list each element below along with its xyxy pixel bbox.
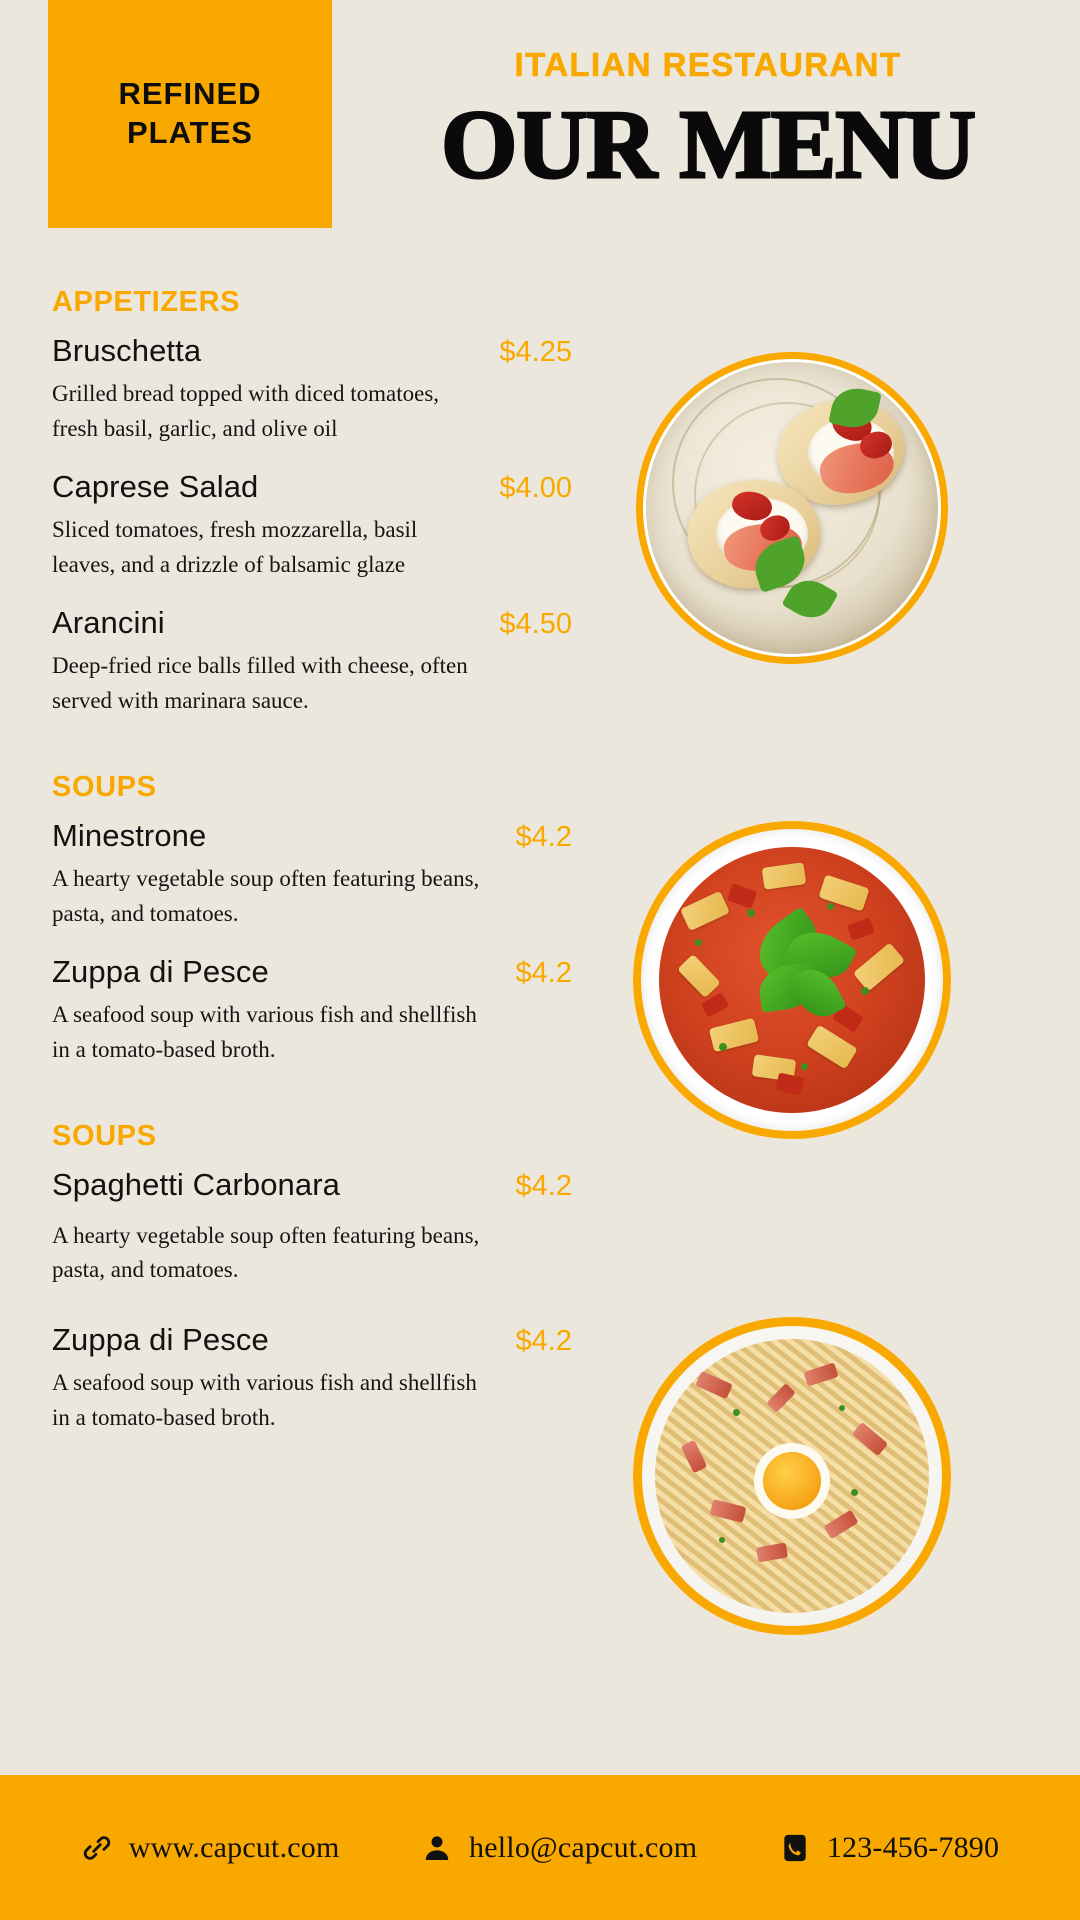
menu-item <box>52 1322 572 1436</box>
footer-phone-text: 123-456-7890 <box>826 1830 1000 1864</box>
menu-item-price: $4.00 <box>499 471 572 504</box>
header <box>398 46 1018 197</box>
menu-item-head <box>52 1322 572 1358</box>
footer <box>0 1775 1080 1920</box>
menu-item-head <box>52 469 572 505</box>
footer-email-text: hello@capcut.com <box>469 1830 698 1864</box>
menu-item-name: Arancini <box>52 604 165 640</box>
phone-icon <box>779 1832 811 1864</box>
menu-item-description: A seafood soup with various fish and shellfish in a tomato-based broth. <box>52 1001 477 1062</box>
menu-item-head <box>52 333 572 369</box>
menu-item-name: Zuppa di Pesce <box>52 953 269 989</box>
brand-badge-line1: REFINED <box>118 76 262 112</box>
menu-sections <box>52 286 572 1482</box>
menu-item-price: $4.2 <box>515 1325 572 1358</box>
link-icon <box>81 1832 113 1864</box>
page-title: OUR MENU <box>441 91 975 199</box>
menu-item-head <box>52 1167 572 1203</box>
menu-item-description: Grilled bread topped with diced tomatoes, fresh basil, garlic, and olive oil <box>52 381 440 441</box>
menu-item <box>52 333 572 447</box>
menu-section <box>52 771 572 1068</box>
menu-item-name: Bruschetta <box>52 333 202 368</box>
person-icon <box>421 1832 453 1864</box>
footer-email[interactable] <box>421 1831 697 1865</box>
menu-item <box>52 1167 572 1289</box>
menu-item-name: Caprese Salad <box>52 468 259 504</box>
menu-item <box>52 469 572 583</box>
menu-item <box>52 818 572 932</box>
brand-badge-text <box>118 75 261 153</box>
menu-item-price: $4.2 <box>515 956 572 989</box>
menu-item-description: A hearty vegetable soup often featuring beans, pasta, and tomatoes. <box>52 865 480 926</box>
brand-badge <box>48 0 332 228</box>
footer-website-text: www.capcut.com <box>128 1830 340 1864</box>
section-title: APPETIZERS <box>52 286 241 318</box>
menu-item-description: A seafood soup with various fish and shellfish in a tomato-based broth. <box>52 1370 477 1431</box>
dish-photo-ring <box>633 821 951 1139</box>
dish-photo-ring <box>636 352 948 664</box>
menu-section <box>52 1120 572 1437</box>
menu-item-name: Zuppa di Pesce <box>52 1322 269 1358</box>
menu-item-price: $4.50 <box>499 607 572 640</box>
brand-badge-line2: PLATES <box>126 115 253 150</box>
footer-phone[interactable] <box>779 1831 999 1865</box>
menu-item-head <box>52 954 572 990</box>
menu-section <box>52 286 572 719</box>
footer-website[interactable] <box>81 1831 340 1865</box>
menu-item-description: A hearty vegetable soup often featuring beans, pasta, and tomatoes. <box>52 1222 480 1283</box>
menu-item-name: Minestrone <box>52 817 207 853</box>
menu-item-price: $4.2 <box>515 1169 572 1202</box>
menu-item <box>52 605 572 719</box>
menu-item-head <box>52 818 572 854</box>
header-kicker: ITALIAN RESTAURANT <box>514 46 902 83</box>
menu-item-description: Deep-fried rice balls filled with cheese, often served with marinara sauce. <box>52 652 468 713</box>
section-title: SOUPS <box>52 770 157 803</box>
menu-item <box>52 954 572 1068</box>
dish-photo-ring <box>633 1317 951 1635</box>
menu-item-head <box>52 605 572 641</box>
menu-item-description: Sliced tomatoes, fresh mozzarella, basil leaves, and a drizzle of balsamic glaze <box>52 516 418 577</box>
section-title: SOUPS <box>52 1119 157 1152</box>
menu-item-price: $4.25 <box>499 336 572 368</box>
menu-item-price: $4.2 <box>515 820 572 853</box>
menu-item-name: Spaghetti Carbonara <box>52 1166 340 1202</box>
